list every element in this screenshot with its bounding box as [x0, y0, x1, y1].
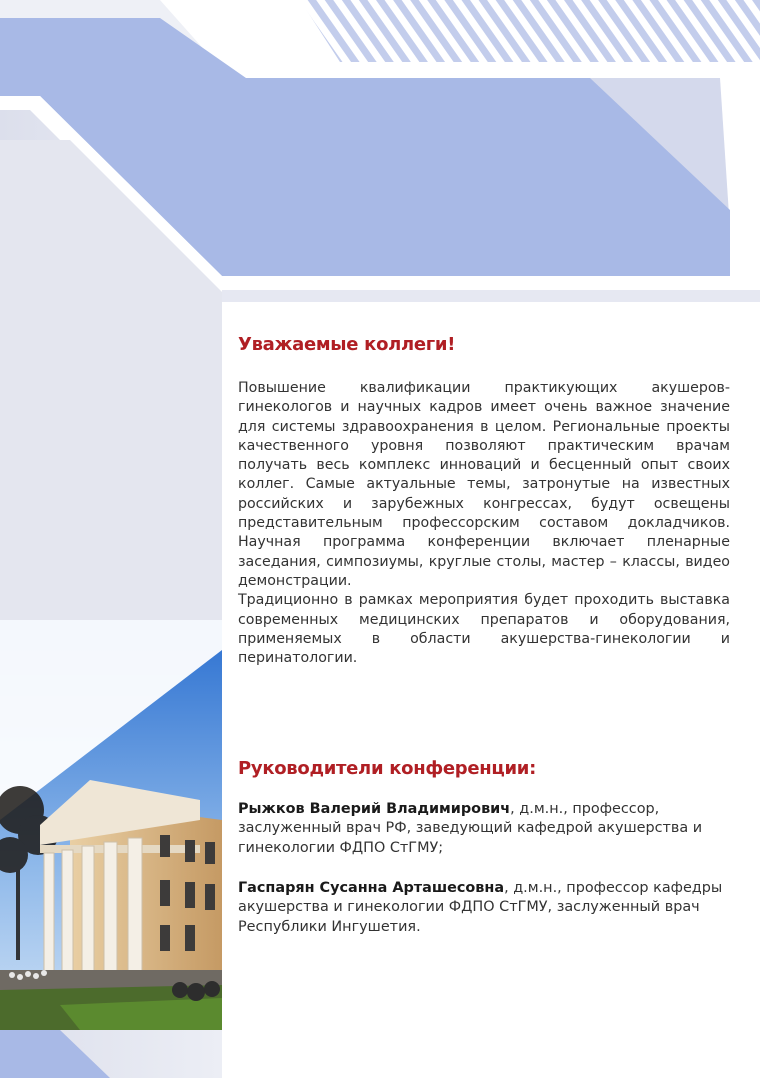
striped-band [300, 0, 760, 62]
leader-2 [238, 879, 730, 937]
main-content [238, 334, 730, 935]
building-photo [0, 620, 222, 1030]
leader-1 [238, 800, 730, 858]
intro-text [238, 379, 730, 668]
leader-1-name: Рыжков Валерий Владимирович [238, 801, 511, 817]
intro-paragraph-2: Традиционно в рамках мероприятия будет проходить выставка современных медицинских препаратов и оборудования, применяемых в области акушерства-гинекологии и перинатологии. [238, 592, 730, 667]
leader-2-description: , д.м.н., профессор кафедры акушерства и гинекологии ФДПО СтГМУ, заслуженный врач Республики Ингушетия. [238, 880, 723, 935]
gray-bar [222, 290, 760, 302]
leaders-heading: Руководители конференции: [238, 758, 536, 779]
leader-1-description: , д.м.н., профессор, заслуженный врач РФ, заведующий кафедрой акушерства и гинекологии ФДПО СтГМУ; [238, 801, 703, 856]
greeting-heading: Уважаемые коллеги! [238, 334, 456, 355]
leader-2-name: Гаспарян Сусанна Арташесовна [238, 880, 505, 896]
intro-paragraph-1: Повышение квалификации практикующих акушеров-гинекологов и научных кадров имеет очень важное значение для системы здравоохранения в целом. Региональные проекты качественного уровня позволяют практическим врачам получать весь комплекс инноваций и бесценный опыт своих коллег. Самые актуальные темы, затронутые на известных российских и зарубежных конгрессах, будут освещены представительным профессорским составом докладчиков. Научная программа конференции включает пленарные заседания, симпозиумы, круглые столы, мастер – классы, видео демонстрации. [238, 380, 730, 589]
